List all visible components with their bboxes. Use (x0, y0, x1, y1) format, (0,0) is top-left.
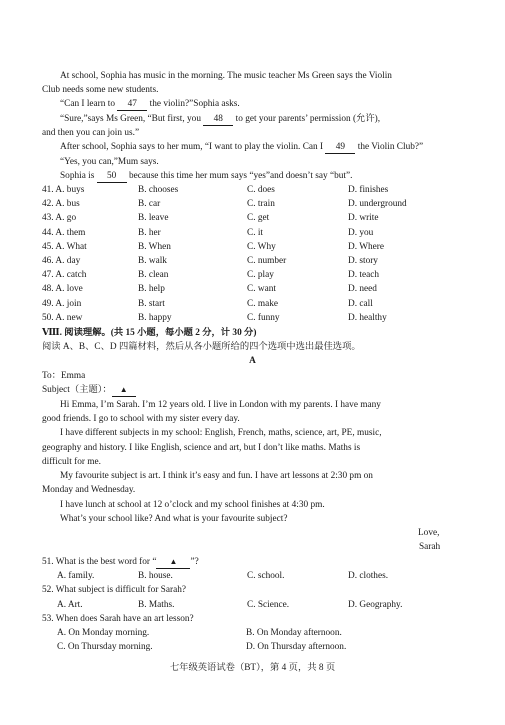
section-instruction: 阅读 A、B、C、D 四篇材料，然后从各小题所给的四个选项中选出最佳选项。 (42, 342, 361, 352)
blank-50: 50 (97, 170, 127, 183)
option-d: D. you (348, 227, 374, 238)
option-c: C. want (247, 284, 276, 295)
option-c: C. train (247, 199, 275, 210)
email-to: To：Emma (42, 371, 86, 381)
option-d: D. Where (348, 241, 384, 252)
option-b: B. chooses (138, 185, 179, 195)
passage-text: After school, Sophia says to her mum, “I want to play the violin. Can I 49 the Violin Club?” (60, 142, 424, 152)
option-b: B. house. (138, 571, 173, 581)
option-c: C. On Thursday morning. (57, 642, 153, 652)
option-b: B. Maths. (138, 600, 175, 610)
option-a: A. family. (57, 571, 95, 581)
passage-text: At school, Sophia has music in the morning. The music teacher Ms Green says the Violin (60, 71, 392, 81)
passage-text: “Sure,”says Ms Green, “But first, you 48 to get your parents’ permission (允许), (60, 114, 381, 124)
email-paragraph: Hi Emma, I’m Sarah. I’m 12 years old. I live in London with my parents. I have many (60, 400, 381, 410)
option-a: 45. A. What (42, 241, 87, 252)
option-a: 48. A. love (42, 284, 83, 295)
option-d: D. Geography. (348, 600, 403, 610)
option-b: B. car (138, 199, 161, 210)
passage-text: “Yes, you can,”Mum says. (60, 157, 159, 167)
option-b: B. On Monday afternoon. (246, 628, 342, 638)
option-d: D. underground (348, 199, 407, 210)
email-paragraph: Monday and Wednesday. (42, 485, 136, 495)
email-paragraph: good friends. I go to school with my sister every day. (42, 414, 240, 424)
option-c: C. school. (247, 571, 285, 581)
option-a: 41. A. buys (42, 185, 85, 195)
email-paragraph: I have different subjects in my school: English, French, maths, science, art, PE, music, (60, 428, 382, 438)
option-a: 50. A. new (42, 312, 83, 323)
passage-text: “Can I learn to 47 the violin?”Sophia asks. (60, 99, 240, 109)
part-label: A (249, 356, 256, 366)
passage-text: Club needs some new students. (42, 85, 159, 95)
page-footer: 七年级英语试卷（BT），第 4 页，共 8 页 (169, 663, 336, 673)
question-blank-mark: ▲ (156, 556, 190, 569)
option-b: B. clean (138, 270, 169, 281)
option-a: 49. A. join (42, 298, 82, 309)
option-a: 44. A. them (42, 227, 86, 238)
option-d: D. need (348, 284, 377, 295)
option-d: D. finishes (348, 185, 389, 195)
option-b: B. help (138, 284, 165, 295)
option-a: 43. A. go (42, 213, 77, 224)
option-d: D. write (348, 213, 379, 224)
option-b: B. start (138, 298, 165, 309)
option-a: A. On Monday morning. (57, 628, 150, 638)
passage-text: Sophia is 50 because this time her mum says “yes”and doesn’t say “but”. (60, 171, 353, 181)
question-52: 52. What subject is difficult for Sarah? (42, 585, 186, 595)
option-c: C. play (247, 270, 274, 281)
email-paragraph: My favourite subject is art. I think it’s easy and fun. I have art lessons at 2:30 pm on (60, 471, 373, 481)
email-paragraph: difficult for me. (42, 457, 101, 467)
subject-blank-mark: ▲ (112, 384, 136, 397)
option-c: C. it (247, 227, 264, 238)
passage-text: and then you can join us.” (42, 128, 140, 138)
option-b: B. happy (138, 312, 172, 323)
email-closing: Love, (418, 528, 440, 538)
email-subject: Subject（主题）： ▲ (42, 384, 136, 397)
option-d: D. On Thursday afternoon. (246, 642, 347, 652)
option-a: A. Art. (57, 600, 83, 610)
option-b: B. walk (138, 256, 167, 266)
option-c: C. get (247, 213, 270, 224)
section-title: Ⅷ. 阅读理解。(共 15 小题，每小题 2 分，计 30 分) (42, 328, 257, 338)
email-paragraph: What’s your school like? And what is your favourite subject? (60, 514, 288, 524)
option-a: 46. A. day (42, 256, 81, 266)
option-c: C. number (247, 256, 287, 266)
question-51: 51. What is the best word for “ ▲ ”? (42, 557, 199, 567)
email-paragraph: geography and history. I like English, science and art, but I don’t like maths. Maths is (42, 443, 361, 453)
option-a: 42. A. bus (42, 199, 80, 210)
blank-47: 47 (117, 98, 147, 111)
option-c: C. funny (247, 312, 280, 323)
option-b: B. her (138, 227, 161, 238)
blank-48: 48 (203, 113, 233, 126)
option-b: B. When (138, 241, 171, 252)
option-c: C. make (247, 298, 278, 309)
option-c: C. Why (247, 241, 276, 252)
email-signature: Sarah (419, 542, 441, 552)
option-c: C. Science. (247, 600, 290, 610)
option-d: D. healthy (348, 312, 387, 323)
option-d: D. call (348, 298, 373, 309)
option-d: D. clothes. (348, 571, 389, 581)
option-b: B. leave (138, 213, 169, 224)
blank-49: 49 (325, 141, 355, 154)
email-paragraph: I have lunch at school at 12 o’clock and my school finishes at 4:30 pm. (60, 500, 325, 510)
question-53: 53. When does Sarah have an art lesson? (42, 614, 194, 624)
option-d: D. story (348, 256, 378, 266)
option-d: D. teach (348, 270, 379, 281)
option-c: C. does (247, 185, 275, 195)
option-a: 47. A. catch (42, 270, 87, 281)
